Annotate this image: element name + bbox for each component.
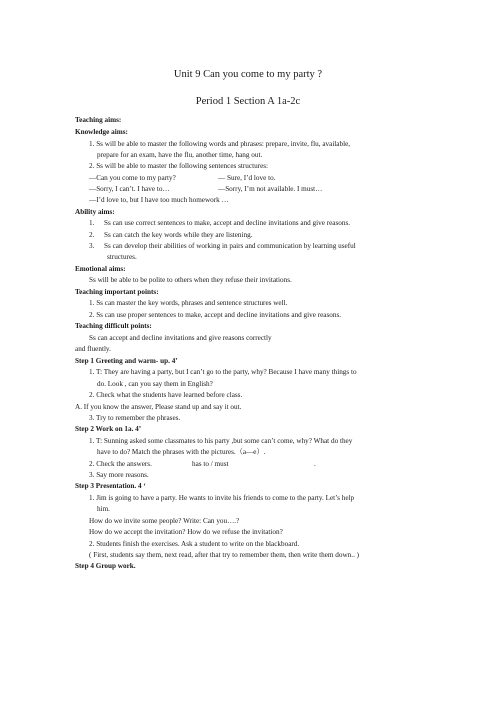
step-2-item-2: 2. Check the answers. <box>89 460 152 468</box>
step-3-item-1-cont: him. <box>97 505 110 513</box>
heading-difficult-points: Teaching difficult points: <box>75 322 152 330</box>
sentence-structure: —Sorry, I can’t. I have to… <box>89 185 170 193</box>
ability-aim-number: 2. <box>89 231 95 239</box>
important-point-2: 2. Ss can use proper sentences to make, accept and decline invitations and give reasons. <box>89 311 342 319</box>
step-4-heading: Step 4 Group work. <box>75 562 136 570</box>
heading-important-points: Teaching important points: <box>75 288 159 296</box>
step-2-item-3: 3. Say more reasons. <box>89 471 149 479</box>
step-3-heading: Step 3 Presentation. 4 ‘ <box>75 482 146 490</box>
step-2-heading: Step 2 Work on 1a. 4’ <box>75 425 142 433</box>
sentence-structure: —Can you come to my party? <box>89 174 176 182</box>
ability-aim-number: 1. <box>89 219 95 227</box>
step-1-item-1: 1. T: They are having a party, but I can’t go to the party, why? Because I have many things to <box>89 368 357 376</box>
heading-ability-aims: Ability aims: <box>75 208 115 216</box>
heading-emotional-aims: Emotional aims: <box>75 265 126 273</box>
ability-aim-2: Ss can catch the key words while they are listening. <box>104 231 253 239</box>
unit-title: Unit 9 Can you come to my party ? <box>173 69 323 80</box>
difficult-point-cont: and fluently. <box>75 345 111 353</box>
ability-aim-3: Ss can develop their abilities of working in pairs and communication by learning useful <box>104 242 356 250</box>
sentence-structure: —I’d love to, but I have too much homework … <box>89 196 229 204</box>
period-subtitle: Period 1 Section A 1a-2c <box>195 96 301 107</box>
step-3-note: ( First, students say them, next read, after that try to remember them, then write them down.. ) <box>89 551 360 559</box>
sentence-structure: —Sorry, I’m not available. I must… <box>218 185 323 193</box>
knowledge-aim-1: 1. Ss will be able to master the following words and phrases: prepare, invite, flu, available, <box>89 140 351 148</box>
step-1-item-3: 3. Try to remember the phrases. <box>89 414 181 422</box>
heading-teaching-aims: Teaching aims: <box>75 116 122 124</box>
step-3-item-1: 1. Jim is going to have a party. He wants to invite his friends to come to the party. Let’s help <box>89 494 355 502</box>
knowledge-aim-1-cont: prepare for an exam, have the flu, another time, hang out. <box>97 151 263 159</box>
step-3-item-2: 2. Students finish the exercises. Ask a student to write on the blackboard. <box>89 540 300 548</box>
sentence-structure: — Sure, I’d love to. <box>218 174 276 182</box>
step-1-heading: Step 1 Greeting and warm- up. 4’ <box>75 357 178 365</box>
ability-aim-1: Ss can use correct sentences to make, accept and decline invitations and give reasons. <box>104 219 351 227</box>
step-1-item-a: A. If you know the answer, Please stand up and say it out. <box>75 403 242 411</box>
step-3-question: How do we accept the invitation? How do we refuse the invitation? <box>89 528 283 536</box>
important-point-1: 1. Ss can master the key words, phrases and sentence structures well. <box>89 299 288 307</box>
ability-aim-3-cont: structures. <box>107 253 137 261</box>
heading-knowledge-aims: Knowledge aims: <box>75 128 128 136</box>
difficult-point: Ss can accept and decline invitations and give reasons correctly <box>89 334 272 342</box>
step-1-item-1-cont: do. Look , can you say them in English? <box>97 380 213 388</box>
step-2-item-2-end: . <box>314 460 316 468</box>
step-2-item-1-cont: have to do? Match the phrases with the pictures.（a—e）. <box>97 448 266 456</box>
step-2-item-2-blank: has to / must <box>192 460 229 468</box>
ability-aim-number: 3. <box>89 242 95 250</box>
step-1-item-2: 2. Check what the students have learned before class. <box>89 391 243 399</box>
step-3-question: How do we invite some people? Write: Can you….? <box>89 517 240 525</box>
knowledge-aim-2: 2. Ss will be able to master the following sentences structures: <box>89 162 269 170</box>
step-2-item-1: 1. T: Sunning asked some classmates to his party ,but some can’t come, why? What do they <box>89 437 353 445</box>
emotional-aim: Ss will be able to be polite to others when they refuse their invitations. <box>89 276 292 284</box>
